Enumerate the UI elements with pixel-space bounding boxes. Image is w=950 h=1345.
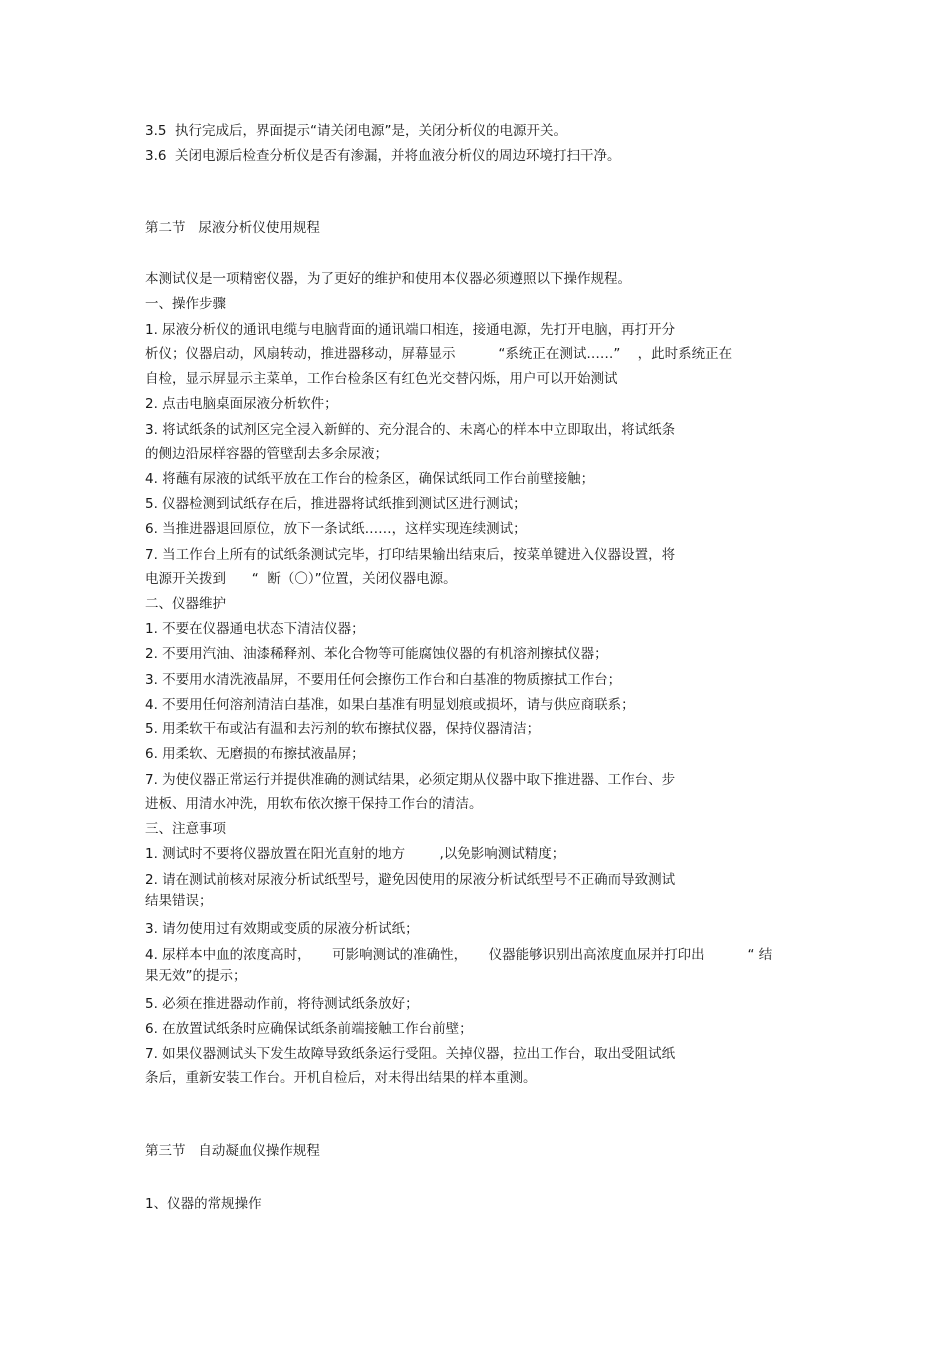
precaution-line: 7. 如果仪器测试头下发生故障导致纸条运行受阻。关掉仪器，拉出工作台，取出受阻试纸 [145, 1046, 676, 1062]
paragraph-3-6: 3.6 关闭电源后检查分析仪是否有渗漏，并将血液分析仪的周边环境打扫干净。 [145, 148, 621, 164]
precaution-line: 条后，重新安装工作台。开机自检后，对未得出结果的样本重测。 [145, 1070, 537, 1086]
step-line: 3. 将试纸条的试剂区完全浸入新鲜的、充分混合的、未离心的样本中立即取出，将试纸条 [145, 422, 676, 438]
paragraph-3-5: 3.5 执行完成后，界面提示“请关闭电源”是，关闭分析仪的电源开关。 [145, 123, 568, 139]
section-heading-coagulation-analyzer: 第三节 自动凝血仪操作规程 [145, 1143, 320, 1159]
maintenance-line: 6. 用柔软、无磨损的布擦拭液晶屏； [145, 746, 365, 762]
step-line: 6. 当推进器退回原位，放下一条试纸……，这样实现连续测试； [145, 521, 527, 537]
step-line: 5. 仪器检测到试纸存在后，推进器将试纸推到测试区进行测试； [145, 496, 527, 512]
precaution-line: 1. 测试时不要将仪器放置在阳光直射的地方 ,以免影响测试精度； [145, 846, 566, 862]
section-intro: 本测试仪是一项精密仪器，为了更好的维护和使用本仪器必须遵照以下操作规程。 [145, 271, 631, 287]
precaution-line: 2. 请在测试前核对尿液分析试纸型号，避免因使用的尿液分析试纸型号不正确而导致测试 [145, 872, 676, 888]
subsection-title-precautions: 三、注意事项 [145, 821, 226, 837]
precaution-line: 4. 尿样本中血的浓度高时， 可影响测试的准确性， 仪器能够识别出高浓度血尿并打印出 “ 结 [145, 947, 773, 963]
step-line: 2. 点击电脑桌面尿液分析软件； [145, 396, 338, 412]
maintenance-line: 进板、用清水冲洗，用软布依次擦干保持工作台的清洁。 [145, 796, 483, 812]
precaution-line: 5. 必须在推进器动作前，将待测试纸条放好； [145, 996, 419, 1012]
maintenance-line: 3. 不要用水清洗液晶屏，不要用任何会擦伤工作台和白基准的物质擦拭工作台； [145, 672, 622, 688]
section-heading-urine-analyzer: 第二节 尿液分析仪使用规程 [145, 220, 320, 236]
step-line: 自检，显示屏显示主菜单，工作台检条区有红色光交替闪烁，用户可以开始测试 [145, 371, 618, 387]
step-line: 的侧边沿尿样容器的管壁刮去多余尿液； [145, 446, 388, 462]
subsection-title-maintenance: 二、仪器维护 [145, 596, 226, 612]
step-line: 电源开关拨到 “ 断（〇）”位置，关闭仪器电源。 [145, 571, 457, 587]
maintenance-line: 4. 不要用任何溶剂清洁白基准，如果白基准有明显划痕或损坏，请与供应商联系； [145, 697, 635, 713]
maintenance-line: 5. 用柔软干布或沾有温和去污剂的软布擦拭仪器，保持仪器清洁； [145, 721, 541, 737]
precaution-line: 3. 请勿使用过有效期或变质的尿液分析试纸； [145, 921, 419, 937]
subsection-title-routine-operation: 1、仪器的常规操作 [145, 1196, 262, 1212]
precaution-line: 结果错误； [145, 893, 213, 909]
precaution-line: 果无效”的提示； [145, 968, 247, 984]
step-line: 1. 尿液分析仪的通讯电缆与电脑背面的通讯端口相连，接通电源，先打开电脑，再打开分 [145, 322, 676, 338]
step-line: 4. 将蘸有尿液的试纸平放在工作台的检条区，确保试纸同工作台前壁接触； [145, 471, 595, 487]
maintenance-line: 2. 不要用汽油、油漆稀释剂、苯化合物等可能腐蚀仪器的有机溶剂擦拭仪器； [145, 646, 608, 662]
maintenance-line: 7. 为使仪器正常运行并提供准确的测试结果，必须定期从仪器中取下推进器、工作台、步 [145, 772, 676, 788]
step-line: 析仪；仪器启动，风扇转动，推进器移动，屏幕显示 “系统正在测试……” ，此时系统正在 [145, 346, 733, 362]
precaution-line: 6. 在放置试纸条时应确保试纸条前端接触工作台前壁； [145, 1021, 473, 1037]
maintenance-line: 1. 不要在仪器通电状态下清洁仪器； [145, 621, 365, 637]
step-line: 7. 当工作台上所有的试纸条测试完毕，打印结果输出结束后，按菜单键进入仪器设置，将 [145, 547, 676, 563]
subsection-title-operation-steps: 一、操作步骤 [145, 296, 226, 312]
